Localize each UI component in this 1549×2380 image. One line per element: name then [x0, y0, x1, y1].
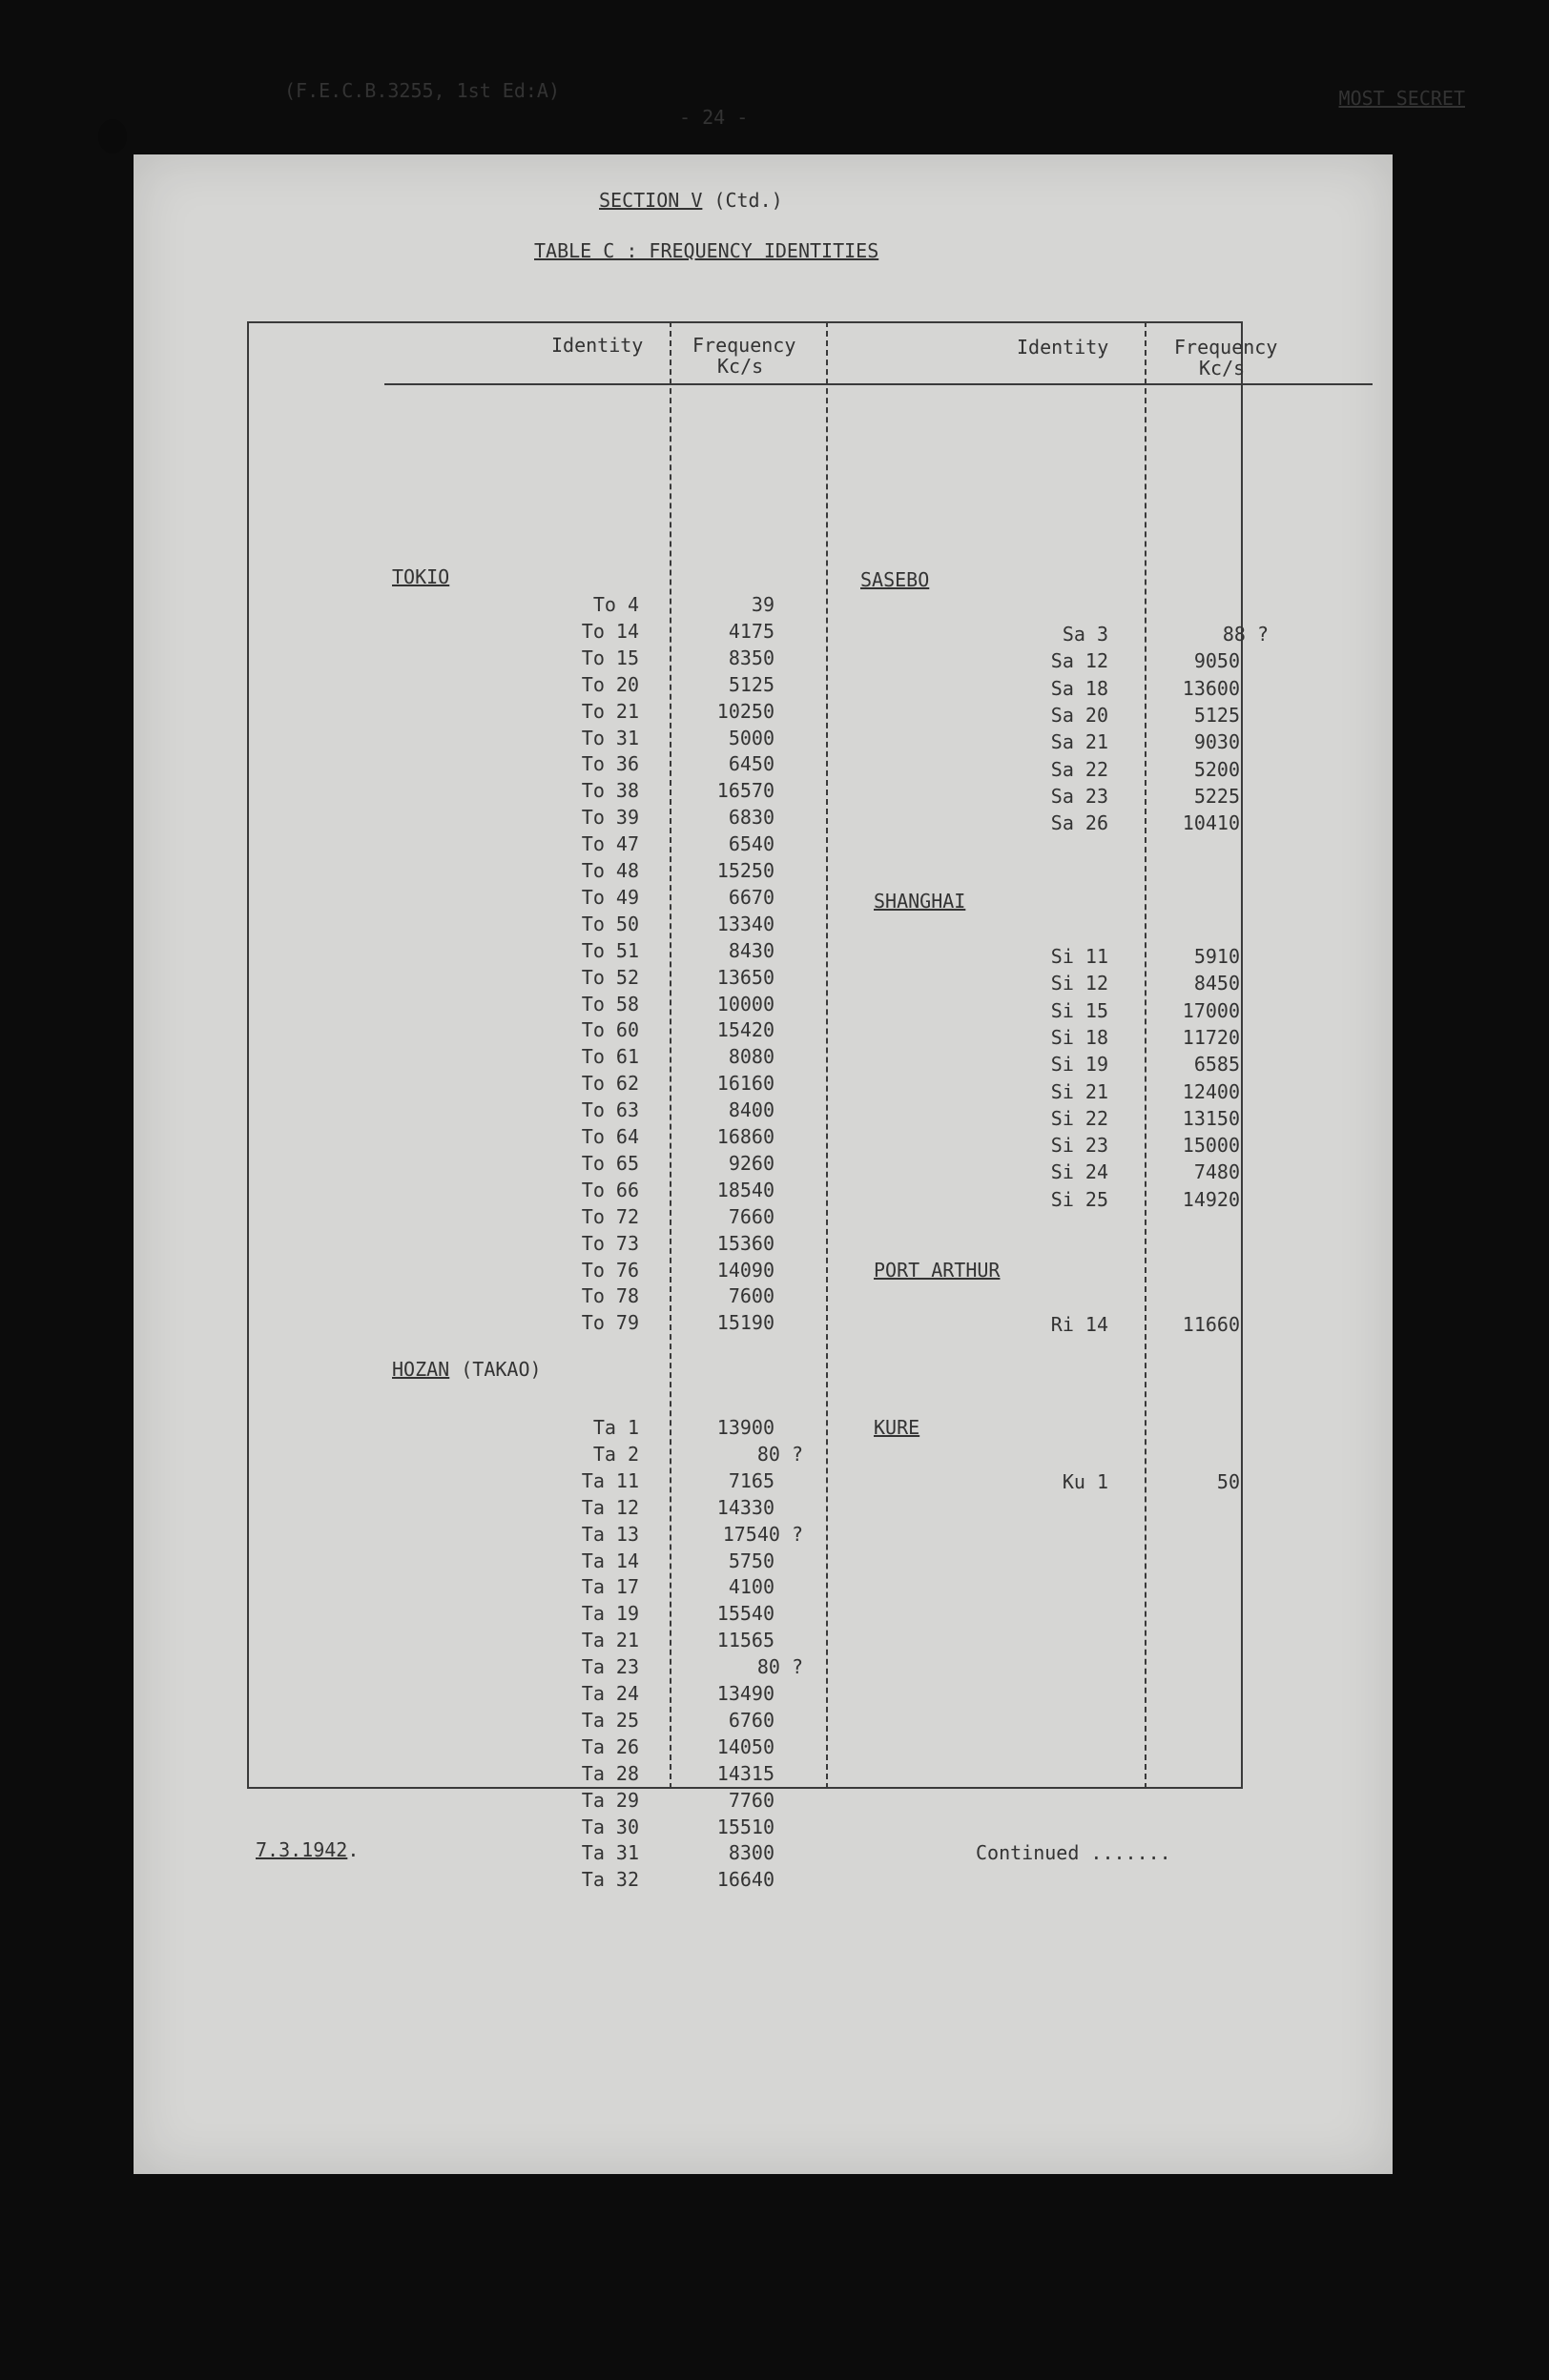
- identity-cell: Sa 12: [1050, 649, 1108, 672]
- frequency-cell: 16160: [716, 1072, 774, 1095]
- identity-cell: To 20: [581, 673, 639, 696]
- group-heading: [392, 1360, 542, 1379]
- identity-cell: Si 21: [1050, 1080, 1108, 1103]
- document-reference: (F.E.C.B.3255, 1st Ed:A): [284, 79, 560, 102]
- identity-cell: To 52: [581, 966, 639, 989]
- column-divider: [826, 321, 828, 1789]
- identity-cell: Ta 12: [581, 1496, 639, 1519]
- section-suffix: (Ctd.): [702, 189, 783, 212]
- frequency-cell: 15250: [716, 859, 774, 882]
- identity-cell: To 61: [581, 1045, 639, 1068]
- section-heading: [599, 191, 783, 210]
- frequency-cell: 13900: [716, 1416, 774, 1439]
- identity-cell: Si 19: [1050, 1053, 1108, 1076]
- frequency-cell: 15190: [716, 1311, 774, 1334]
- frequency-cell: 7480: [1193, 1160, 1240, 1183]
- identity-cell: To 76: [581, 1259, 639, 1282]
- classification-label: MOST SECRET: [1338, 87, 1465, 110]
- frequency-cell: 6585: [1193, 1053, 1240, 1076]
- identity-cell: Sa 22: [1050, 758, 1108, 781]
- frequency-cell: 8450: [1193, 972, 1240, 995]
- identity-cell: Sa 3: [1062, 623, 1108, 646]
- identity-cell: Ta 13: [581, 1523, 639, 1546]
- continued-label: Continued .......: [976, 1841, 1171, 1864]
- frequency-cell: 5125: [1193, 704, 1240, 727]
- frequency-cell: 18540: [716, 1179, 774, 1201]
- frequency-cell: 6670: [728, 886, 774, 909]
- frequency-cell: 9260: [728, 1152, 774, 1175]
- group-name: TOKIO: [392, 565, 450, 588]
- group-heading: [860, 570, 929, 589]
- group-heading: [874, 1261, 1000, 1280]
- header-rule-right: [826, 383, 1373, 385]
- identity-cell: Sa 23: [1050, 785, 1108, 808]
- identity-cell: Ku 1: [1062, 1470, 1108, 1493]
- frequency-cell: 17540 ?: [722, 1523, 803, 1546]
- identity-cell: Ta 21: [581, 1629, 639, 1652]
- frequency-cell: 13490: [716, 1682, 774, 1705]
- identity-cell: To 31: [581, 727, 639, 749]
- identity-cell: Si 23: [1050, 1134, 1108, 1157]
- identity-cell: To 48: [581, 859, 639, 882]
- identity-cell: Ta 31: [581, 1841, 639, 1864]
- identity-cell: To 58: [581, 993, 639, 1016]
- frequency-cell: 80 ?: [756, 1655, 803, 1678]
- frequency-cell: 8400: [728, 1098, 774, 1121]
- identity-cell: To 64: [581, 1125, 639, 1148]
- identity-cell: Si 11: [1050, 945, 1108, 968]
- identity-cell: Ta 1: [592, 1416, 639, 1439]
- identity-cell: To 38: [581, 779, 639, 802]
- frequency-header-left: Frequency: [692, 334, 796, 357]
- identity-cell: To 50: [581, 913, 639, 935]
- group-name: KURE: [874, 1416, 920, 1439]
- table-title: TABLE C : FREQUENCY IDENTITIES: [534, 239, 879, 262]
- identity-cell: Sa 18: [1050, 677, 1108, 700]
- identity-cell: Si 24: [1050, 1160, 1108, 1183]
- identity-cell: To 36: [581, 752, 639, 775]
- frequency-cell: 7660: [728, 1205, 774, 1228]
- identity-cell: To 15: [581, 646, 639, 669]
- frequency-cell: 13650: [716, 966, 774, 989]
- frequency-cell: 88 ?: [1222, 623, 1269, 646]
- frequency-cell: 4175: [728, 620, 774, 643]
- frequency-cell: 7600: [728, 1284, 774, 1307]
- date-suffix: .: [347, 1838, 360, 1861]
- frequency-cell: 8350: [728, 646, 774, 669]
- group-name: HOZAN: [392, 1358, 450, 1381]
- frequency-cell: 15420: [716, 1018, 774, 1041]
- identity-cell: Ta 11: [581, 1469, 639, 1492]
- column-divider: [670, 321, 671, 1789]
- frequency-cell: 11565: [716, 1629, 774, 1652]
- section-title: SECTION V: [599, 189, 703, 212]
- identity-cell: To 72: [581, 1205, 639, 1228]
- frequency-cell: 15540: [716, 1602, 774, 1625]
- frequency-cell: 13340: [716, 913, 774, 935]
- identity-cell: To 73: [581, 1232, 639, 1255]
- group-name: SASEBO: [860, 568, 930, 591]
- frequency-cell: 10000: [716, 993, 774, 1016]
- frequency-cell: 17000: [1182, 999, 1240, 1022]
- identity-cell: Ta 25: [581, 1709, 639, 1732]
- group-heading: [874, 892, 965, 911]
- identity-cell: Ta 30: [581, 1816, 639, 1838]
- identity-cell: Si 22: [1050, 1107, 1108, 1130]
- identity-cell: To 66: [581, 1179, 639, 1201]
- group-heading: [392, 567, 449, 586]
- identity-cell: To 47: [581, 832, 639, 855]
- identity-cell: Sa 20: [1050, 704, 1108, 727]
- identity-cell: To 65: [581, 1152, 639, 1175]
- frequency-cell: 80 ?: [756, 1443, 803, 1466]
- identity-cell: To 4: [592, 593, 639, 616]
- identity-cell: Ta 14: [581, 1549, 639, 1572]
- group-name-suffix: (TAKAO): [449, 1358, 542, 1381]
- frequency-cell: 15510: [716, 1816, 774, 1838]
- frequency-header-right: Frequency: [1174, 336, 1278, 359]
- frequency-cell: 5200: [1193, 758, 1240, 781]
- frequency-cell: 10250: [716, 700, 774, 723]
- unit-header-left: Kc/s: [717, 355, 764, 378]
- identity-cell: To 51: [581, 939, 639, 962]
- frequency-cell: 5000: [728, 727, 774, 749]
- frequency-cell: 15000: [1182, 1134, 1240, 1157]
- date-value: 7.3.1942: [256, 1838, 348, 1861]
- frequency-cell: 4100: [728, 1575, 774, 1598]
- identity-cell: Ta 19: [581, 1602, 639, 1625]
- frequency-cell: 8300: [728, 1841, 774, 1864]
- frequency-cell: 6830: [728, 806, 774, 829]
- frequency-cell: 14050: [716, 1735, 774, 1758]
- identity-cell: Ta 17: [581, 1575, 639, 1598]
- identity-cell: To 14: [581, 620, 639, 643]
- identity-cell: To 62: [581, 1072, 639, 1095]
- frequency-cell: 50: [1216, 1470, 1240, 1493]
- identity-cell: Ta 28: [581, 1762, 639, 1785]
- column-divider: [1145, 321, 1146, 1789]
- frequency-cell: 14330: [716, 1496, 774, 1519]
- identity-header-left: Identity: [551, 334, 644, 357]
- frequency-cell: 9050: [1193, 649, 1240, 672]
- frequency-cell: 39: [751, 593, 774, 616]
- frequency-cell: 6540: [728, 832, 774, 855]
- frequency-cell: 7165: [728, 1469, 774, 1492]
- unit-header-right: Kc/s: [1199, 357, 1246, 380]
- identity-cell: Ta 26: [581, 1735, 639, 1758]
- identity-header-right: Identity: [1017, 336, 1109, 359]
- frequency-cell: 13150: [1182, 1107, 1240, 1130]
- identity-cell: To 21: [581, 700, 639, 723]
- frequency-cell: 14920: [1182, 1188, 1240, 1211]
- frequency-cell: 5125: [728, 673, 774, 696]
- identity-cell: Ta 24: [581, 1682, 639, 1705]
- frequency-cell: 6760: [728, 1709, 774, 1732]
- frequency-cell: 15360: [716, 1232, 774, 1255]
- identity-cell: To 78: [581, 1284, 639, 1307]
- group-name: SHANGHAI: [874, 890, 966, 913]
- group-heading: [874, 1418, 919, 1437]
- frequency-cell: 5750: [728, 1549, 774, 1572]
- frequency-cell: 7760: [728, 1789, 774, 1812]
- frequency-cell: 14315: [716, 1762, 774, 1785]
- frequency-cell: 8430: [728, 939, 774, 962]
- frequency-cell: 6450: [728, 752, 774, 775]
- document-date: [256, 1840, 359, 1859]
- frequency-cell: 13600: [1182, 677, 1240, 700]
- frequency-cell: 16640: [716, 1868, 774, 1891]
- frequency-cell: 5910: [1193, 945, 1240, 968]
- identity-cell: To 79: [581, 1311, 639, 1334]
- identity-cell: Si 18: [1050, 1026, 1108, 1049]
- frequency-cell: 16570: [716, 779, 774, 802]
- identity-cell: To 63: [581, 1098, 639, 1121]
- frequency-cell: 16860: [716, 1125, 774, 1148]
- frequency-cell: 10410: [1182, 811, 1240, 834]
- identity-cell: To 49: [581, 886, 639, 909]
- group-name: PORT ARTHUR: [874, 1259, 1001, 1282]
- identity-cell: To 39: [581, 806, 639, 829]
- identity-cell: Sa 26: [1050, 811, 1108, 834]
- frequency-cell: 11720: [1182, 1026, 1240, 1049]
- frequency-cell: 12400: [1182, 1080, 1240, 1103]
- identity-cell: Ta 29: [581, 1789, 639, 1812]
- identity-cell: Ta 23: [581, 1655, 639, 1678]
- punch-hole: [98, 119, 127, 154]
- header-rule-left: [384, 383, 827, 385]
- identity-cell: Ta 2: [592, 1443, 639, 1466]
- identity-cell: Ri 14: [1050, 1313, 1108, 1336]
- identity-cell: Si 15: [1050, 999, 1108, 1022]
- identity-cell: Si 12: [1050, 972, 1108, 995]
- frequency-cell: 9030: [1193, 730, 1240, 753]
- identity-cell: Si 25: [1050, 1188, 1108, 1211]
- frequency-cell: 14090: [716, 1259, 774, 1282]
- page-number: - 24 -: [679, 106, 749, 129]
- identity-cell: Ta 32: [581, 1868, 639, 1891]
- identity-cell: To 60: [581, 1018, 639, 1041]
- frequency-cell: 8080: [728, 1045, 774, 1068]
- frequency-cell: 5225: [1193, 785, 1240, 808]
- frequency-cell: 11660: [1182, 1313, 1240, 1336]
- identity-cell: Sa 21: [1050, 730, 1108, 753]
